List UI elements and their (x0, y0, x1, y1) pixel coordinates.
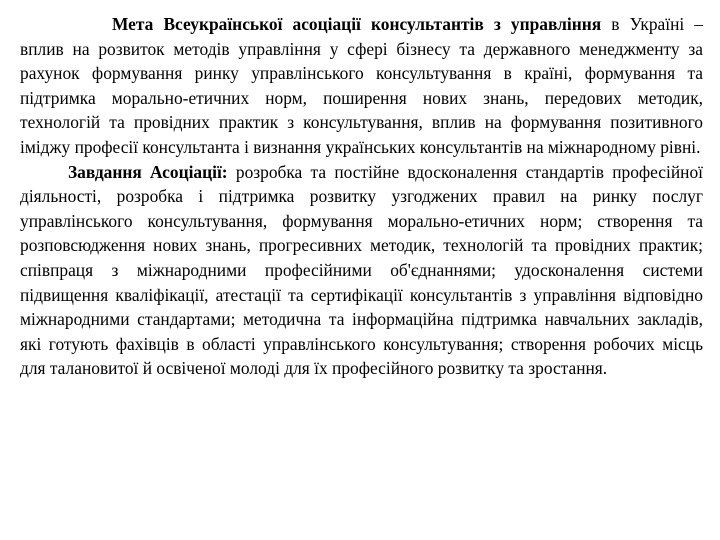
mission-paragraph (20, 12, 703, 160)
tasks-paragraph (20, 160, 703, 381)
mission-body: в Україні – вплив на розвиток методів управління у сфері бізнесу та державного менеджменту за рахунок формування ринку управлінського консультування в країні, формування та підтримка морально-етичних норм, поширення нових знань, передових методик, технологій та провідних практик з консультування, вплив на формування позитивного іміджу професії консультанта і визнання українських консультантів на міжнародному рівні. (20, 14, 704, 157)
tasks-body: розробка та постійне вдосконалення стандартів професійної діяльності, розробка і підтримка розвитку узгоджених правил на ринку послуг управлінського консультування, формування морально-етичних норм; створення та розповсюдження нових знань, прогресивних методик, технологій та провідних практик; співпраця з міжнародними професійними об'єднаннями; удосконалення системи підвищення кваліфікації, атестації та сертифікації консультантів з управління відповідно міжнародними стандартами; методична та інформаційна підтримка навчальних закладів, які готують фахівців в області управлінського консультування; створення робочих місць для талановитої й освіченої молоді для їх професійного розвитку та зростання. (20, 161, 704, 379)
tasks-title: Завдання Асоціації: (68, 161, 228, 182)
mission-title: Мета Всеукраїнської асоціації консультантів з управління (112, 14, 602, 34)
